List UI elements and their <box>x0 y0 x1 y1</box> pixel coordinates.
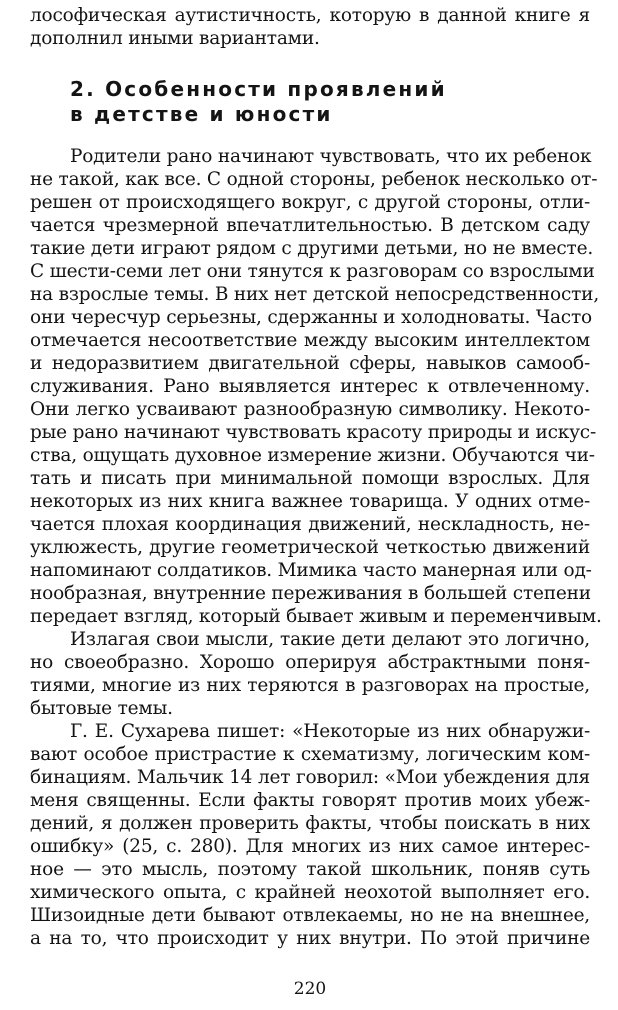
text-line: нообразная, внутренние переживания в большей степени <box>30 583 591 604</box>
text-line: Излагая свои мысли, такие дети делают это логично, <box>70 629 590 650</box>
text-line: химического опыта, с крайней неохотой выполняет его. <box>30 882 590 903</box>
book-page <box>30 0 602 1010</box>
text-line: Родители рано начинают чувствовать, что их ребенок <box>70 146 592 167</box>
text-line: такие дети играют рядом с другими детьми, но не вместе. <box>30 238 593 259</box>
text-line: дополнил иными вариантами. <box>30 28 320 49</box>
text-line: С шести-семи лет они тянутся к разговорам со взрослыми <box>30 261 595 282</box>
text-line: на взрослые темы. В них нет детской непосредственности, <box>30 284 599 305</box>
text-line: меня священны. Если факты говорят против моих убеж- <box>30 790 590 811</box>
text-line: тиями, многие из них теряются в разговорах на простые, <box>30 675 590 696</box>
text-line: служивания. Рано выявляется интерес к отвлеченному. <box>30 376 590 397</box>
text-line: передает взгляд, который бывает живым и переменчивым. <box>30 606 602 627</box>
text-line: а на то, что происходит у них внутри. По этой причине <box>30 928 590 949</box>
section-heading-line-1 <box>70 77 447 102</box>
section-number: 2. <box>70 77 96 101</box>
text-line: бинациям. Мальчик 14 лет говорил: «Мои убеждения для <box>30 767 590 788</box>
text-line: чается плохая координация движений, нескладность, не- <box>30 514 590 535</box>
text-line: отмечается несоответствие между высоким интеллектом <box>30 330 590 351</box>
text-line: некоторых из них книга важнее товарища. У одних отме- <box>30 491 590 512</box>
text-line: вают особое пристрастие к схематизму, логическим ком- <box>30 744 590 765</box>
text-line: ства, ощущать духовное измерение жизни. Обучаются чи- <box>30 445 595 466</box>
text-line: лософическая аутистичность, которую в данной книге я <box>30 5 590 26</box>
text-line: и недоразвитием двигательной сферы, навыков самооб- <box>30 353 590 374</box>
text-line: ное — это мысль, поэтому такой школьник, поняв суть <box>30 859 590 880</box>
text-line: не такой, как все. С одной стороны, ребенок несколько от- <box>30 169 598 190</box>
text-line: уклюжесть, другие геометрической четкостью движений <box>30 537 590 558</box>
text-line: напоминают солдатиков. Мимика часто манерная или од- <box>30 560 592 581</box>
text-line: но своеобразно. Хорошо оперируя абстрактными поня- <box>30 652 590 673</box>
text-line: дений, я должен проверить факты, чтобы поискать в них <box>30 813 590 834</box>
text-line: тать и писать при минимальной помощи взрослых. Для <box>30 468 590 489</box>
text-line: Г. Е. Сухарева пишет: «Некоторые из них обнаружи- <box>70 721 590 742</box>
text-line: ошибку» (25, с. 280). Для многих из них самое интерес- <box>30 836 590 857</box>
text-line: чается чрезмерной впечатлительностью. В детском саду <box>30 215 590 236</box>
section-title-part-1: Особенности проявлений <box>105 77 447 101</box>
text-line: рые рано начинают чувствовать красоту природы и искус- <box>30 422 597 443</box>
text-line: Они легко усваивают разнообразную символику. Некото- <box>30 399 590 420</box>
section-heading-line-2: в детстве и юности <box>70 102 333 126</box>
text-line: бытовые темы. <box>30 698 173 719</box>
text-line: они чересчур серьезны, сдержанны и холодноваты. Часто <box>30 307 592 328</box>
text-line: Шизоидные дети бывают отвлекаемы, но не на внешнее, <box>30 905 590 926</box>
page-number: 220 <box>293 979 327 999</box>
text-line: решен от происходящего вокруг, с другой стороны, отли- <box>30 192 590 213</box>
